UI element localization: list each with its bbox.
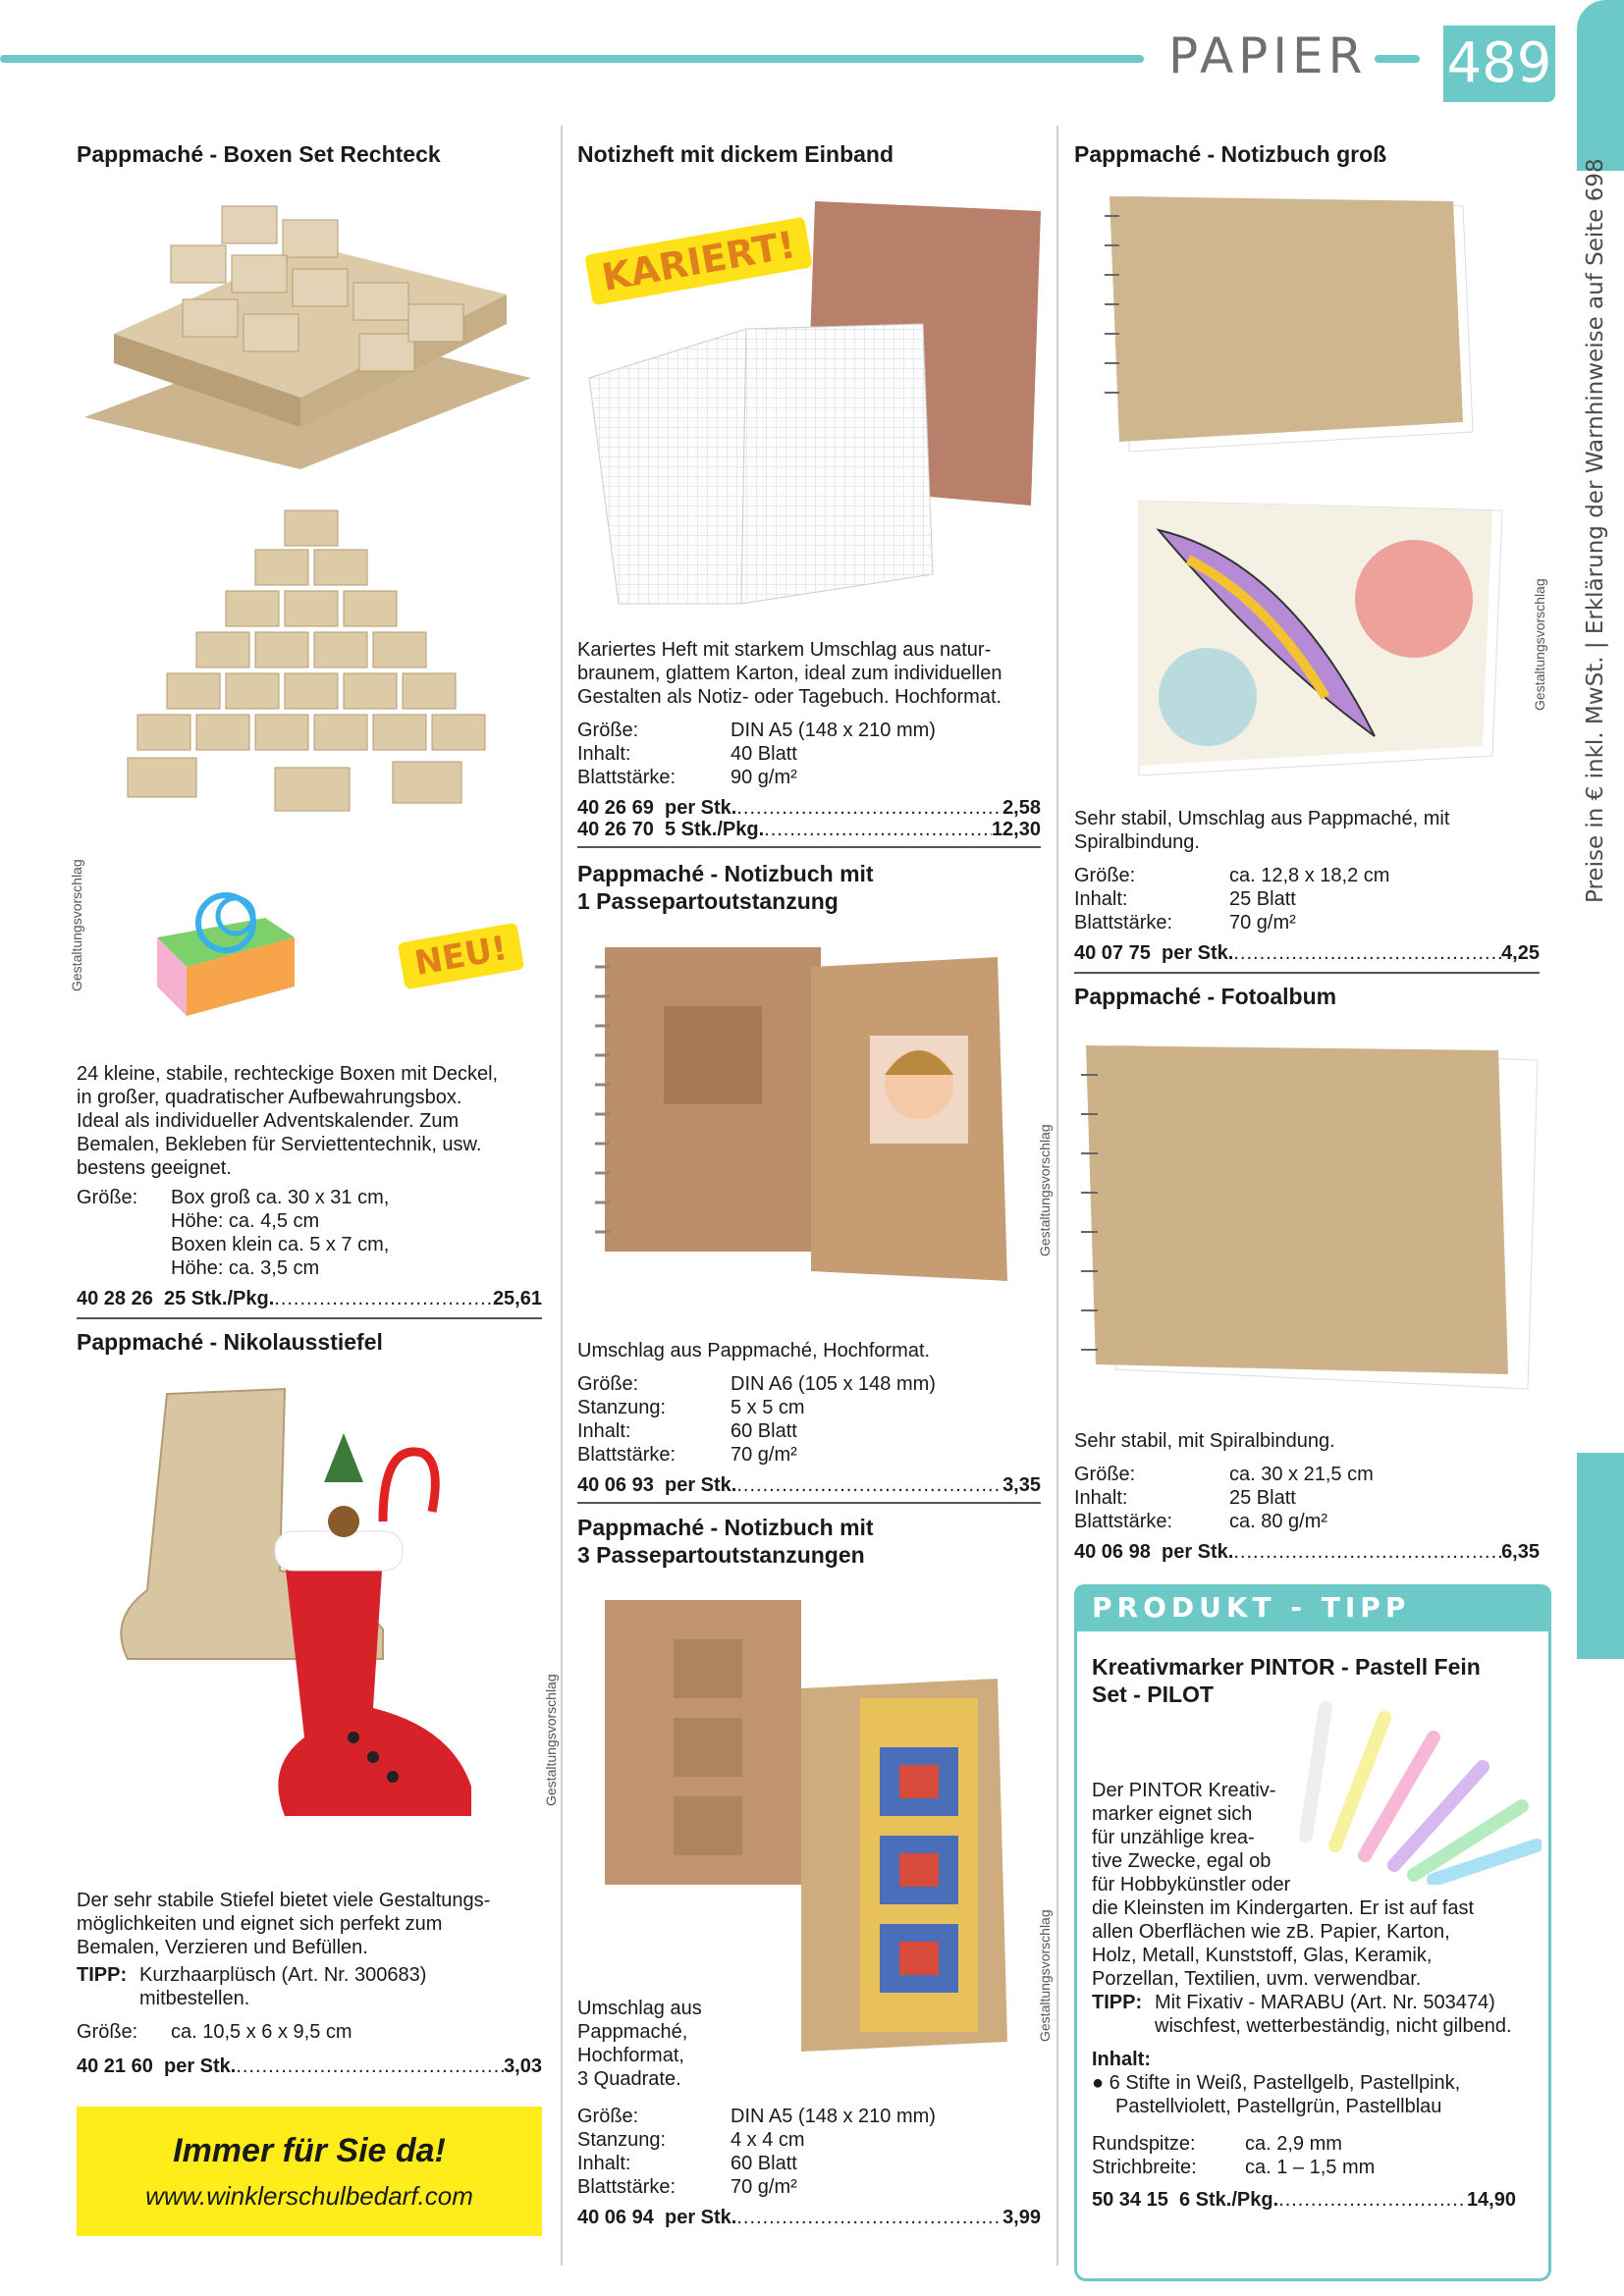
product-specs: Größe: ca. 12,8 x 18,2 cm Inhalt: 25 Blatt Blattstärke: 70 g/m² xyxy=(1074,865,1390,934)
section-title: PAPIER xyxy=(1168,27,1368,84)
new-badge: NEU! xyxy=(398,923,524,990)
product-title: Pappmaché - Nikolausstiefel xyxy=(77,1329,383,1355)
product-description: Umschlag aus Pappmaché, Hochformat, 3 Quadrate. xyxy=(577,1998,702,2090)
product-title: Pappmaché - Notizbuch groß xyxy=(1074,141,1387,167)
product-title: Pappmaché - Notizbuch mit 1 Passepartoutstanzung xyxy=(577,861,874,914)
design-suggestion-label: Gestaltungsvorschlag xyxy=(1037,1124,1053,1256)
product-specs: Größe: ca. 30 x 21,5 cm Inhalt: 25 Blatt Blattstärke: ca. 80 g/m² xyxy=(1074,1464,1374,1532)
product-specs: Größe: Box groß ca. 30 x 31 cm, Höhe: ca. 4,5 cm Boxen klein ca. 5 x 7 cm, Höhe: ca. 3,5 cm xyxy=(77,1187,390,1279)
promo-headline: Immer für Sie da! xyxy=(173,2132,446,2169)
promo-banner[interactable] xyxy=(77,2107,542,2236)
product-title: Pappmaché - Notizbuch mit 3 Passepartoutstanzungen xyxy=(577,1515,874,1568)
product-description: Kariertes Heft mit starkem Umschlag aus natur- braunem, glattem Karton, ideal zum individuellen Gestalten als Notiz- oder Tagebuch. Hochformat. xyxy=(577,639,1002,708)
decorated-box-image xyxy=(147,879,304,1026)
boxes-pyramid-image xyxy=(108,501,540,854)
sketchbook-image xyxy=(1090,187,1502,785)
product-specs: Rundspitze: ca. 2,9 mm Strichbreite: ca. 1 – 1,5 mm xyxy=(1092,2133,1376,2178)
order-line: 40 26 69 per Stk. ..... 2,58 xyxy=(577,797,1041,820)
order-line: 40 26 70 5 Stk./Pkg. ..... 12,30 xyxy=(577,819,1041,841)
kariert-badge: KARIERT! xyxy=(584,217,813,306)
section-tab-marker xyxy=(1577,1453,1624,1659)
product-tip-header: PRODUKT - TIPP xyxy=(1074,1584,1551,1631)
order-line: 50 34 15 6 Stk./Pkg. ..... 14,90 xyxy=(1092,2189,1516,2212)
notebook-image xyxy=(579,191,1051,614)
header-rule xyxy=(0,55,1144,63)
design-suggestion-label: Gestaltungsvorschlag xyxy=(543,1674,559,1806)
photo-album-image xyxy=(1076,1036,1547,1399)
order-line: 40 21 60 per Stk. ..... 3,03 xyxy=(77,2056,542,2078)
product-specs: Größe: ca. 10,5 x 6 x 9,5 cm xyxy=(77,2021,352,2043)
product-description: Der PINTOR Kreativ- marker eignet sich für unzählige krea- tive Zwecke, egal ob für Hobbykünstler oder die Kleinsten im Kindergarten. Er ist auf fast allen Oberflächen wie zB. Papier, Karton, Holz, Metall, Kunststoff, Glas, Keramik, Porzellan, Textilien, uvm. verwendbar. xyxy=(1092,1780,1475,1990)
design-suggestion-label: Gestaltungsvorschlag xyxy=(1037,1909,1053,2042)
product-description: 24 kleine, stabile, rechteckige Boxen mit Deckel, in großer, quadratischer Aufbewahrungsbox. Ideal als individueller Adventskalender. Zum Bemalen, Bekleben für Serviettentechnik, usw. bestens geeignet. xyxy=(77,1063,499,1179)
boxes-tray-image xyxy=(75,187,536,471)
header-rule-short xyxy=(1375,55,1420,63)
notebook-passepartout-image xyxy=(585,937,1027,1291)
product-description: Sehr stabil, mit Spiralbindung. xyxy=(1074,1430,1335,1452)
price-note: Preise in € inkl. MwSt. | Erklärung der Warnhinweise auf Seite 698 xyxy=(1583,158,1608,903)
design-suggestion-label: Gestaltungsvorschlag xyxy=(1532,578,1547,711)
product-tip: TIPP: Kurzhaarplüsch (Art. Nr. 300683) mitbestellen. xyxy=(77,1964,427,2009)
order-line: 40 06 98 per Stk. ..... 6,35 xyxy=(1074,1541,1540,1564)
divider xyxy=(77,1317,542,1319)
product-description: Der sehr stabile Stiefel bietet viele Gestaltungs- möglichkeiten und eignet sich perfekt zum Bemalen, Verzieren und Befüllen. xyxy=(77,1890,491,1958)
divider xyxy=(1074,972,1540,974)
order-line: 40 06 94 per Stk. ..... 3,99 xyxy=(577,2207,1041,2229)
product-title: Pappmaché - Boxen Set Rechteck xyxy=(77,141,441,167)
boot-image xyxy=(88,1374,540,1885)
product-description: Sehr stabil, Umschlag aus Pappmaché, mit Spiralbindung. xyxy=(1074,808,1450,853)
order-line: 40 06 93 per Stk. ..... 3,35 xyxy=(577,1474,1041,1497)
product-title: Pappmaché - Fotoalbum xyxy=(1074,984,1337,1009)
page-number: 489 xyxy=(1443,26,1555,102)
column-divider xyxy=(1056,126,1058,2266)
order-line: 40 07 75 per Stk. ..... 4,25 xyxy=(1074,942,1540,965)
product-title: Notizheft mit dickem Einband xyxy=(577,141,894,167)
product-description: Umschlag aus Pappmaché, Hochformat. xyxy=(577,1340,931,1362)
product-specs: Größe: DIN A5 (148 x 210 mm) Inhalt: 40 Blatt Blattstärke: 90 g/m² xyxy=(577,720,936,788)
order-line: 40 28 26 25 Stk./Pkg. ..... 25,61 xyxy=(77,1288,542,1310)
product-title: Kreativmarker PINTOR - Pastell Fein Set - PILOT xyxy=(1092,1654,1481,1707)
product-tip: TIPP: Mit Fixativ - MARABU (Art. Nr. 503474) wischfest, wetterbeständig, nicht gilbend. xyxy=(1092,1992,1512,2037)
promo-website-link[interactable]: www.winklerschulbedarf.com xyxy=(145,2181,473,2211)
column-divider xyxy=(561,126,563,2266)
product-contents: Inhalt: ● 6 Stifte in Weiß, Pastellgelb, Pastellpink, Pastellviolett, Pastellgrün, Pastellblau xyxy=(1092,2049,1461,2117)
product-specs: Größe: DIN A6 (105 x 148 mm) Stanzung: 5 x 5 cm Inhalt: 60 Blatt Blattstärke: 70 g/m² xyxy=(577,1373,936,1466)
divider xyxy=(577,1502,1041,1504)
divider xyxy=(577,846,1041,848)
design-suggestion-label: Gestaltungsvorschlag xyxy=(69,859,84,991)
notebook-three-windows-image xyxy=(585,1590,1037,2052)
product-specs: Größe: DIN A5 (148 x 210 mm) Stanzung: 4 x 4 cm Inhalt: 60 Blatt Blattstärke: 70 g/m² xyxy=(577,2106,936,2198)
section-tab xyxy=(1577,0,1624,171)
